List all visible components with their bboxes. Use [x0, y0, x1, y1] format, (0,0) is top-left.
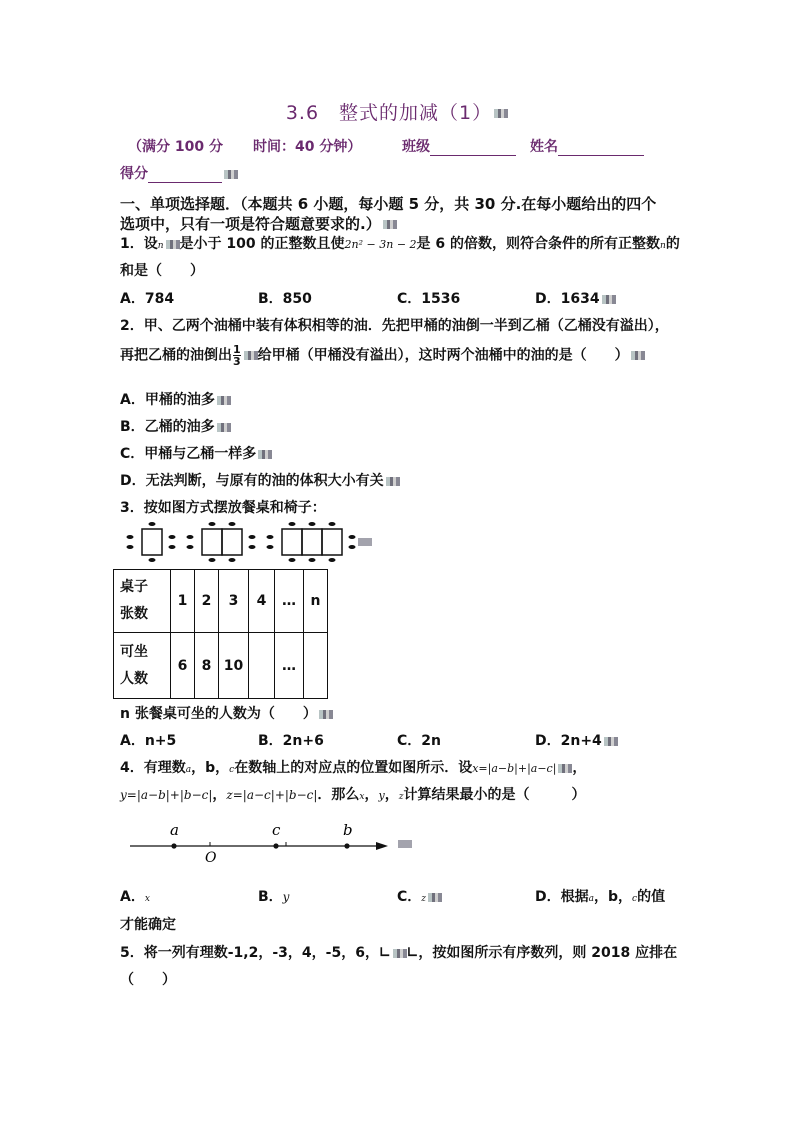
q3-line1: 3．按如图方式摆放餐桌和椅子： [120, 500, 326, 516]
q5-line1: 5．将一列有理数-1,2，-3，4，-5，6，∟ ∟，按如图所示有序数列，则 2018 应排在 [120, 945, 678, 961]
fraction-one-third: $\frac{1}{3}$ [233, 343, 241, 368]
q2-line2: 再把乙桶的油倒出 $\frac{1}{3}$ 给甲桶（甲桶没有溢出），这时两个油桶中的油的是（ ） [120, 344, 645, 367]
origin-label: O [205, 850, 217, 866]
arrow-head [376, 842, 388, 850]
watermark-icon [398, 840, 412, 848]
table-cell: 桌子 张数 [114, 570, 171, 633]
point-a-label: a [170, 821, 179, 839]
table-cell: 10 [219, 633, 249, 699]
q3-question: n 张餐桌可坐的人数为（ ） [120, 703, 333, 723]
q2-line1: 2．甲、乙两个油桶中装有体积相等的油．先把甲桶的油倒一半到乙桶（乙桶没有溢出）， [120, 318, 669, 334]
score-field: 得分 [120, 163, 238, 183]
watermark-icon [217, 423, 231, 432]
table-cell [249, 633, 275, 699]
table-cell [304, 633, 328, 699]
q3-option-b[interactable]: B．2n+6 [258, 733, 324, 749]
table-row [114, 633, 328, 699]
watermark-icon [224, 170, 238, 179]
q4-option-b[interactable]: B．y [258, 889, 290, 905]
q2-option-d[interactable]: D．无法判断，与原有的油的体积大小有关 [120, 470, 400, 490]
table-cell: … [275, 633, 304, 699]
number-line-figure [124, 820, 424, 866]
watermark-icon [604, 737, 618, 746]
watermark-icon [383, 220, 397, 229]
q5-line2: （ ） [120, 972, 176, 988]
tables-chairs-figure [120, 520, 380, 564]
watermark-icon [602, 295, 616, 304]
q4-option-c[interactable]: C．z [397, 886, 442, 906]
watermark-icon [358, 538, 372, 546]
table-cell: 8 [195, 633, 219, 699]
table-cell: … [275, 570, 304, 633]
table-cell: 1 [171, 570, 195, 633]
table-cell: 可坐 人数 [114, 633, 171, 699]
watermark-icon [631, 351, 645, 360]
section-heading-line1: 一、单项选择题．（本题共 6 小题，每小题 5 分，共 30 分.在每小题给出的四个 [120, 195, 657, 213]
q4-option-a[interactable]: A．x [120, 889, 150, 905]
q1-line1: 1．设n 是小于 100 的正整数且使2n² − 3n − 2是 6 的倍数，则符合条件的所有正整数n的 [120, 236, 680, 252]
watermark-icon [558, 764, 572, 773]
table-cell: 6 [171, 633, 195, 699]
q4-option-d[interactable]: D．根据a，b，c的值 [535, 889, 666, 905]
watermark-icon [319, 710, 333, 719]
q3-option-a[interactable]: A．n+5 [120, 733, 177, 749]
q3-table [113, 569, 328, 699]
q1-option-d[interactable]: D．1634 [535, 288, 616, 308]
full-score: （满分 100 分 [128, 139, 223, 155]
watermark-icon [393, 949, 407, 958]
q2-option-a[interactable]: A．甲桶的油多 [120, 389, 231, 409]
q2-option-b[interactable]: B．乙桶的油多 [120, 416, 231, 436]
name-field: 姓名 [530, 136, 644, 156]
watermark-icon [258, 450, 272, 459]
q1-option-c[interactable]: C．1536 [397, 291, 461, 307]
q3-option-c[interactable]: C．2n [397, 733, 441, 749]
table-cell: 4 [249, 570, 275, 633]
table-cell: n [304, 570, 328, 633]
table-cell: 3 [219, 570, 249, 633]
q4-line2: y=|a−b|+|b−c|，z=|a−c|+|b−c|．那么x，y，z计算结果最小的是（ ） [120, 787, 586, 803]
point-c-label: c [272, 821, 281, 839]
q1-option-a[interactable]: A．784 [120, 291, 175, 307]
point-b-label: b [343, 821, 353, 839]
watermark-icon [494, 109, 508, 118]
section-heading-line2: 选项中，只有一项是符合题意要求的.） [120, 213, 397, 234]
class-field: 班级 [402, 136, 516, 156]
table-row [114, 570, 328, 633]
watermark-icon [217, 396, 231, 405]
watermark-icon [428, 893, 442, 902]
q4-line1: 4．有理数a，b，c在数轴上的对应点的位置如图所示．设x=|a−b|+|a−c| ， [120, 760, 587, 776]
q2-option-c[interactable]: C．甲桶与乙桶一样多 [120, 443, 272, 463]
watermark-icon [386, 477, 400, 486]
watermark-icon [166, 240, 180, 249]
q1-line2: 和是（ ） [120, 263, 204, 279]
page-title: 3.6 整式的加减（1） [0, 98, 794, 125]
time-limit: 时间：40 分钟） [253, 139, 362, 155]
q3-option-d[interactable]: D．2n+4 [535, 730, 618, 750]
q1-option-b[interactable]: B．850 [258, 291, 312, 307]
q4-option-d-cont: 才能确定 [120, 917, 176, 933]
table-cell: 2 [195, 570, 219, 633]
watermark-icon [244, 351, 258, 360]
